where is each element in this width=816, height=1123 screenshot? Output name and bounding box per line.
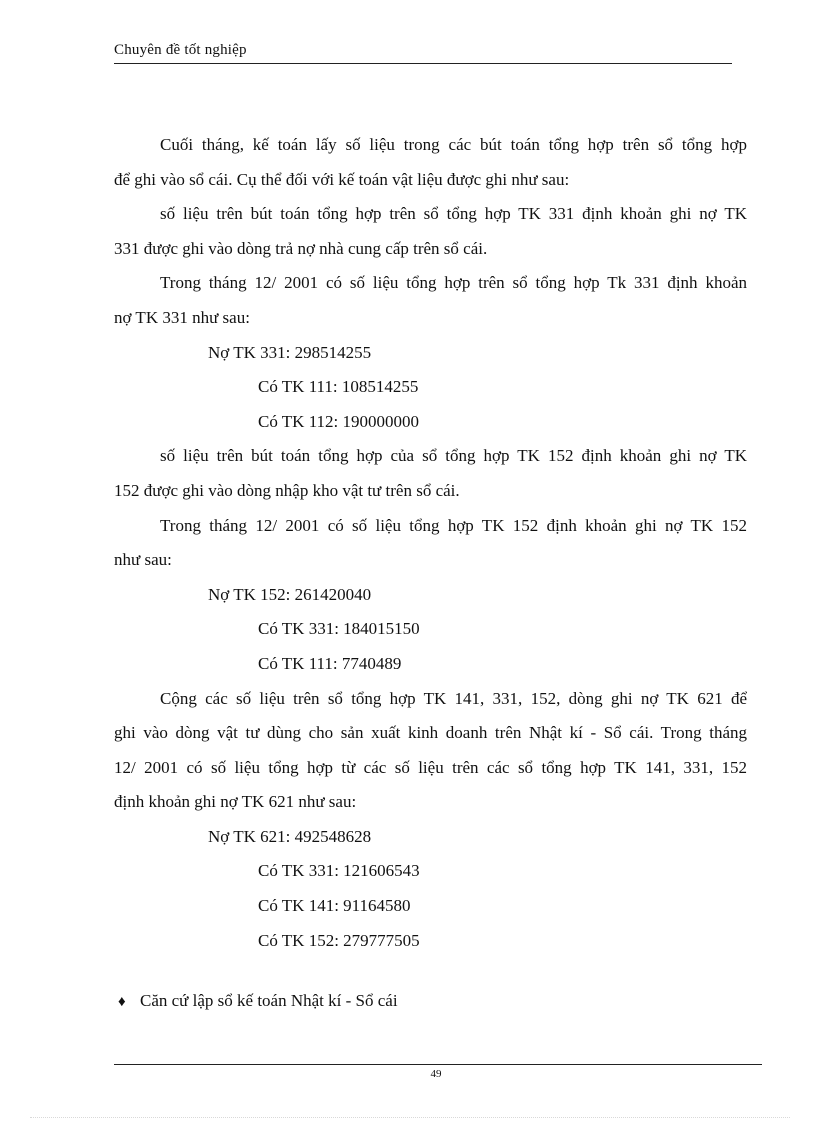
journal-entry-debit: Nợ TK 331: 298514255 (208, 342, 372, 362)
diamond-bullet-icon: ♦ (118, 994, 126, 1010)
paragraph-line: để ghi vào sổ cái. Cụ thể đối với kế toán vật liệu được ghi như sau: (114, 169, 570, 189)
page-number: 49 (430, 1068, 442, 1080)
paragraph-line: 12/ 2001 có số liệu tổng hợp từ các số liệu trên các sổ tổng hợp TK 141, 331, 152 (114, 757, 747, 777)
paragraph-line: Trong tháng 12/ 2001 có số liệu tổng hợp TK 152 định khoản ghi nợ TK 152 (160, 515, 747, 535)
journal-entry-credit: Có TK 331: 184015150 (258, 619, 420, 639)
journal-entry-credit: Có TK 331: 121606543 (258, 861, 420, 881)
journal-entry-credit: Có TK 152: 279777505 (258, 930, 420, 950)
page-edge-dotted-line (30, 1117, 790, 1118)
body-text (114, 128, 747, 958)
paragraph-line: Trong tháng 12/ 2001 có số liệu tổng hợp trên sổ tổng hợp Tk 331 định khoản (160, 273, 747, 293)
paragraph-line: nợ TK 331 như sau: (114, 307, 250, 327)
paragraph-line: số liệu trên bút toán tổng hợp của sổ tổng hợp TK 152 định khoản ghi nợ TK (160, 446, 747, 466)
section-heading-text: Căn cứ lập sổ kế toán Nhật kí - Sổ cái (140, 991, 398, 1010)
paragraph-line: Cuối tháng, kế toán lấy số liệu trong các bút toán tổng hợp trên sổ tổng hợp (160, 135, 747, 154)
paragraph-line: ghi vào dòng vật tư dùng cho sản xuất kinh doanh trên Nhật kí - Sổ cái. Trong tháng (114, 723, 747, 743)
journal-entry-credit: Có TK 141: 91164580 (258, 896, 411, 916)
journal-entry-credit: Có TK 111: 108514255 (258, 377, 419, 397)
section-heading (118, 984, 398, 1019)
paragraph-line: như sau: (114, 550, 172, 570)
page-header-title: Chuyên đề tốt nghiệp (114, 42, 247, 58)
paragraph-line: số liệu trên bút toán tổng hợp trên sổ tổng hợp TK 331 định khoản ghi nợ TK (160, 204, 747, 224)
paragraph-line: Cộng các số liệu trên sổ tổng hợp TK 141, 331, 152, dòng ghi nợ TK 621 để (160, 688, 747, 708)
paragraph-line: 331 được ghi vào dòng trả nợ nhà cung cấp trên sổ cái. (114, 238, 488, 258)
header-rule (114, 63, 732, 64)
journal-entry-debit: Nợ TK 152: 261420040 (208, 584, 372, 604)
journal-entry-credit: Có TK 112: 190000000 (258, 411, 420, 431)
journal-entry-debit: Nợ TK 621: 492548628 (208, 826, 372, 846)
footer-rule (114, 1064, 762, 1065)
paragraph-line: định khoản ghi nợ TK 621 như sau: (114, 792, 357, 812)
journal-entry-credit: Có TK 111: 7740489 (258, 653, 402, 673)
paragraph-line: 152 được ghi vào dòng nhập kho vật tư trên sổ cái. (114, 480, 460, 500)
